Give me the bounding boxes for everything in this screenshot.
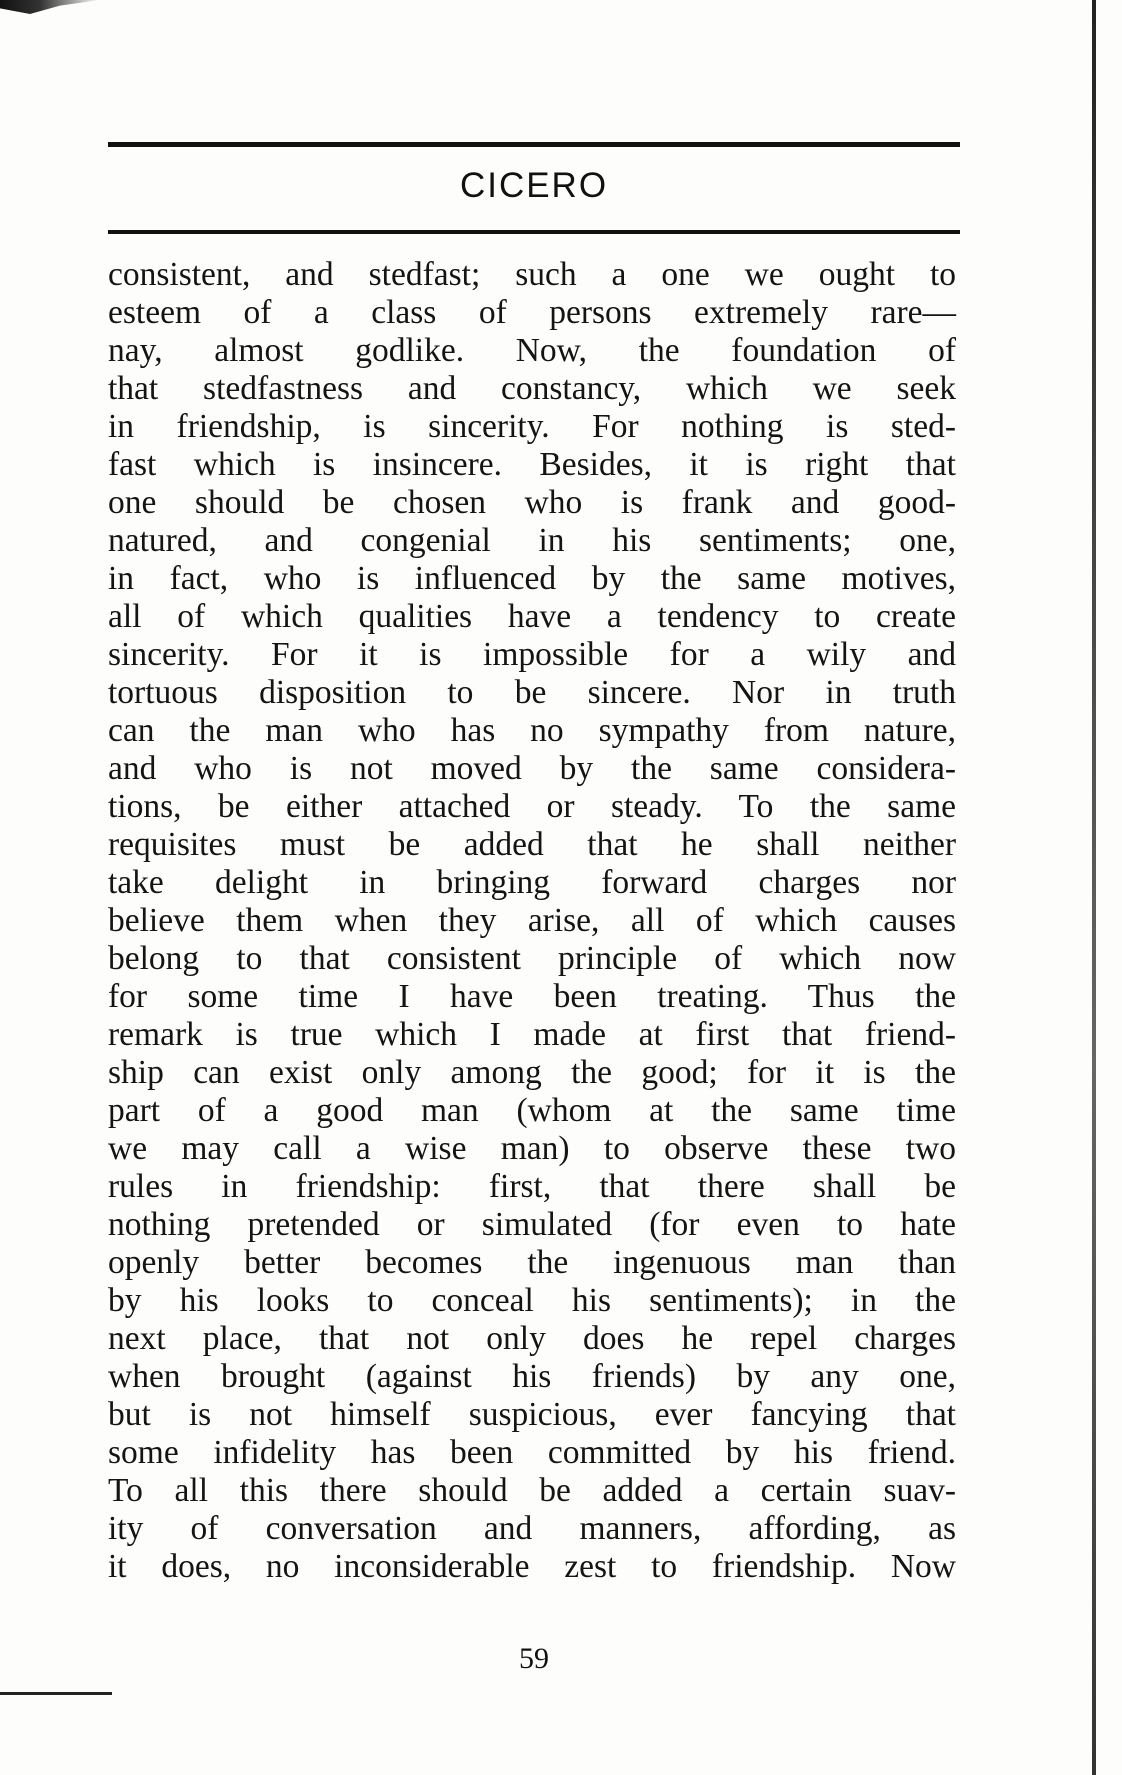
scan-page-edge <box>1092 0 1096 1775</box>
text-line: ity of conversation and manners, affording, as <box>108 1510 956 1547</box>
text-line: openly better becomes the ingenuous man than <box>108 1244 956 1281</box>
text-line: nay, almost godlike. Now, the foundation of <box>108 332 956 369</box>
text-line: To all this there should be added a certain suav- <box>108 1472 956 1509</box>
running-head: CICERO <box>459 166 609 205</box>
text-line: ship can exist only among the good; for it is the <box>108 1054 956 1091</box>
text-line: can the man who has no sympathy from nature, <box>108 712 956 749</box>
text-line: believe them when they arise, all of which causes <box>108 902 956 939</box>
header-rule-top <box>108 142 960 147</box>
text-line: that stedfastness and constancy, which we seek <box>108 370 956 407</box>
page-number: 59 <box>519 1642 549 1675</box>
text-line: requisites must be added that he shall neither <box>108 826 956 863</box>
text-line: next place, that not only does he repel charges <box>108 1320 956 1357</box>
scan-bottom-mark <box>0 1692 112 1695</box>
text-line: rules in friendship: first, that there shall be <box>108 1168 956 1205</box>
text-line: esteem of a class of persons extremely rare— <box>108 294 956 331</box>
header-rule-bottom <box>108 230 960 234</box>
body-text <box>108 256 956 1586</box>
text-line: but is not himself suspicious, ever fancying that <box>108 1396 956 1433</box>
text-line: tions, be either attached or steady. To the same <box>108 788 956 825</box>
text-line: tortuous disposition to be sincere. Nor in truth <box>108 674 956 711</box>
text-line: nothing pretended or simulated (for even to hate <box>108 1206 956 1243</box>
text-line: remark is true which I made at first that friend- <box>108 1016 956 1053</box>
text-line: natured, and congenial in his sentiments; one, <box>108 522 956 559</box>
text-line: when brought (against his friends) by any one, <box>108 1358 956 1395</box>
text-line: it does, no inconsiderable zest to friendship. Now <box>108 1548 956 1585</box>
text-line: part of a good man (whom at the same time <box>108 1092 956 1129</box>
text-line: take delight in bringing forward charges nor <box>108 864 956 901</box>
text-line: in friendship, is sincerity. For nothing is sted- <box>108 408 956 445</box>
text-line: fast which is insincere. Besides, it is right that <box>108 446 956 483</box>
text-line: all of which qualities have a tendency to create <box>108 598 956 635</box>
text-line: we may call a wise man) to observe these two <box>108 1130 956 1167</box>
scan-corner-mark <box>0 0 100 14</box>
text-line: one should be chosen who is frank and good- <box>108 484 956 521</box>
text-line: some infidelity has been committed by his friend. <box>108 1434 956 1471</box>
text-line: belong to that consistent principle of which now <box>108 940 956 977</box>
text-line: and who is not moved by the same considera- <box>108 750 956 787</box>
text-line: in fact, who is influenced by the same motives, <box>108 560 956 597</box>
text-line: for some time I have been treating. Thus the <box>108 978 956 1015</box>
text-line: by his looks to conceal his sentiments); in the <box>108 1282 956 1319</box>
text-line: sincerity. For it is impossible for a wily and <box>108 636 956 673</box>
text-line: consistent, and stedfast; such a one we ought to <box>108 256 956 293</box>
